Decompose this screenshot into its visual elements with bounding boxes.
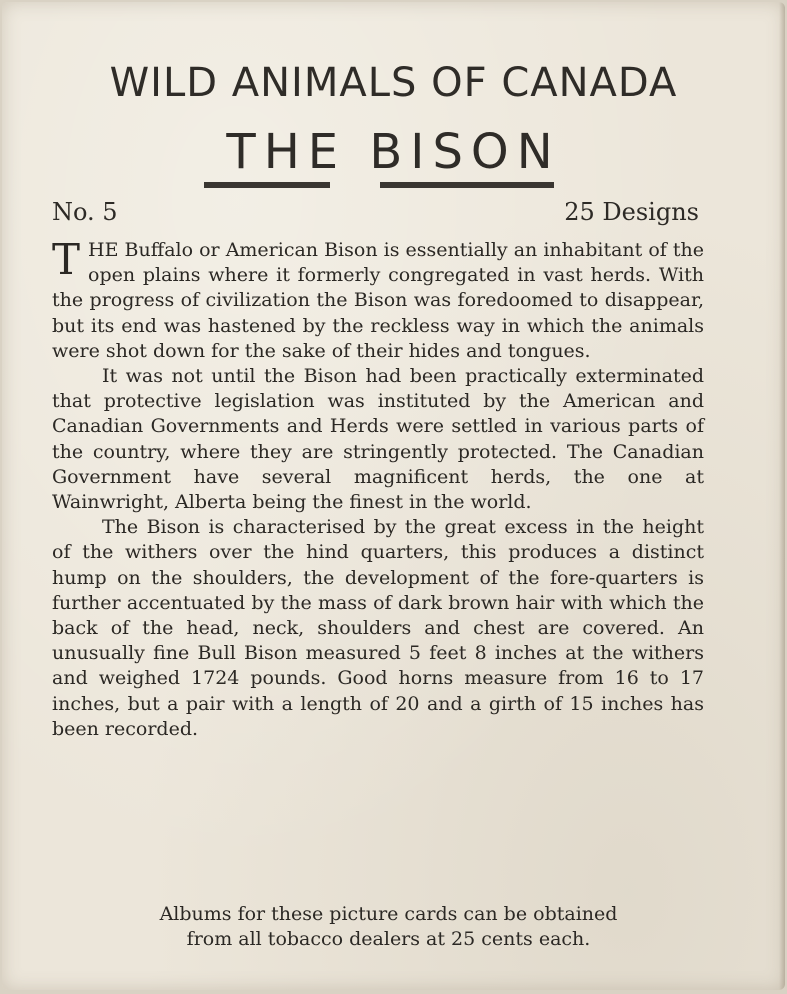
description-text: [52, 235, 704, 742]
album-notice-line-2: from all tobacco dealers at 25 cents each.: [186, 928, 591, 950]
paragraph-1: [52, 235, 704, 364]
card-number: No. 5: [52, 198, 118, 226]
trading-card-back: [2, 2, 785, 990]
card-edge-shadow: [779, 2, 785, 990]
paragraph-1-text: HE Buffalo or American Bison is essentially an inhabitant of the open plains where it formerly congregated in vast herds. With the progress of civilization the Bison was foredoomed to disappear, but its end was hastened by the reckless way in which the animals were shot down for the sake of their hides and tongues.: [52, 239, 704, 362]
album-notice: [62, 902, 715, 952]
series-title: WILD ANIMALS OF CANADA: [109, 60, 678, 106]
paragraph-3: The Bison is characterised by the great excess in the height of the withers over the hind quarters, this produces a distinct hump on the shoulders, the development of the fore-quarters is further accentuated by the mass of dark brown hair with which the back of the head, neck, shoulders and chest are covered. An unusually fine Bull Bison measured 5 feet 8 inches at the withers and weighed 1724 pounds. Good horns measure from 16 to 17 inches, but a pair with a length of 20 and a girth of 15 inches has been recorded.: [52, 516, 704, 740]
album-notice-line-1: Albums for these picture cards can be obtained: [159, 903, 618, 925]
card-title: THE BISON: [226, 124, 561, 180]
paragraph-2: It was not until the Bison had been practically exterminated that protective legislation was instituted by the American and Canadian Governments and Herds were settled in various parts of the country, where they are stringently protected. The Canadian Government have several magnificent herds, the one at Wainwright, Alberta being the finest in the world.: [52, 365, 704, 514]
designs-count: 25 Designs: [564, 198, 699, 226]
title-underline-right: [380, 182, 554, 188]
drop-cap: T: [52, 235, 81, 284]
title-underline-left: [204, 182, 330, 188]
